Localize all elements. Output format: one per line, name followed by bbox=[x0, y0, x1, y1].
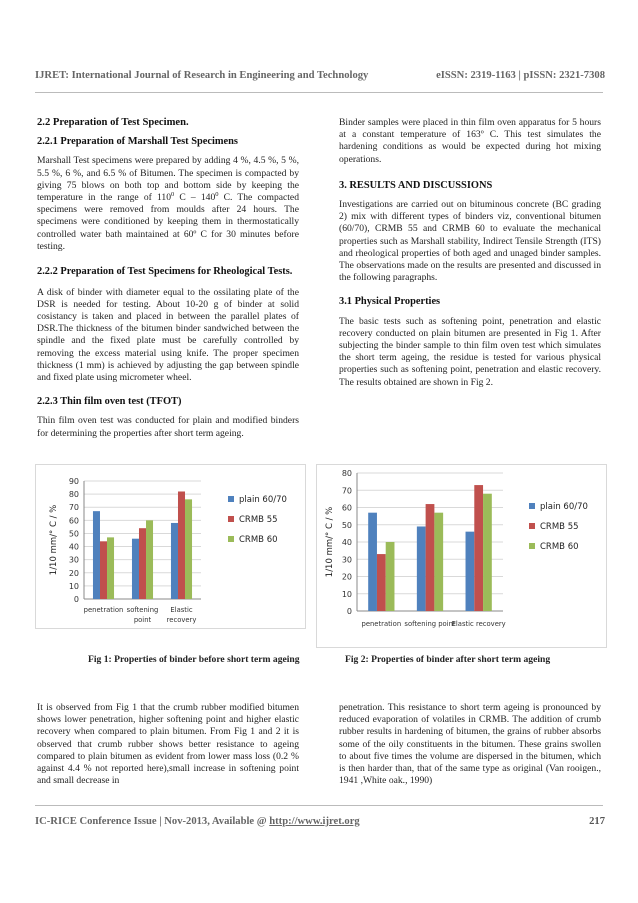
y-tick-label: 10 bbox=[341, 589, 352, 599]
x-category-label: softening bbox=[126, 606, 159, 614]
heading-2-2: 2.2 Preparation of Test Specimen. bbox=[37, 117, 189, 128]
figure-2-chart bbox=[316, 464, 607, 648]
y-axis-title: 1/10 mm/° C / % bbox=[49, 504, 59, 576]
heading-2-2-3: 2.2.3 Thin film oven test (TFOT) bbox=[37, 396, 182, 408]
bar-crmb-60 bbox=[107, 537, 114, 599]
x-category-label: softening point bbox=[404, 620, 456, 628]
x-category-label: penetration bbox=[361, 620, 402, 628]
figure-1-svg bbox=[36, 465, 305, 628]
y-tick-label: 80 bbox=[68, 490, 79, 500]
bar-crmb-55 bbox=[474, 485, 483, 611]
paragraph-2-2-3: Thin film oven test was conducted for plain and modified binders for determining the properties after short term ageing. bbox=[37, 415, 299, 439]
heading-3: 3. RESULTS AND DISCUSSIONS bbox=[339, 179, 493, 191]
x-category-label: Elastic bbox=[170, 606, 193, 614]
journal-title: IJRET: International Journal of Research in Engineering and Technology bbox=[35, 70, 369, 81]
bar-crmb-55 bbox=[426, 504, 435, 611]
y-tick-label: 0 bbox=[73, 595, 79, 604]
footer-divider bbox=[35, 805, 603, 806]
bottom-left-paragraph: It is observed from Fig 1 that the crumb rubber modified bitumen shows lower penetration, higher softening point and higher elastic recovery when compared to plain bitumen. From Fig 1 and 2 it is observed that crumb rubber shows better resistance to ageing compared to plain bitumen as evident from lower mass loss (0.2 % against 4.4 % not reported here),small increase in softening point and small decrease in bbox=[37, 702, 299, 787]
legend-swatch bbox=[529, 543, 535, 549]
y-tick-label: 50 bbox=[68, 529, 79, 539]
header-divider bbox=[35, 92, 603, 93]
legend-label: CRMB 55 bbox=[239, 515, 278, 525]
right-column bbox=[339, 117, 601, 396]
journal-link[interactable]: http://www.ijret.org bbox=[269, 816, 360, 827]
legend-label: CRMB 60 bbox=[239, 535, 278, 545]
paragraph-2-2-1: Marshall Test specimens were prepared by adding 4 %, 4.5 %, 5 %, 5.5 %, 6 %, and 6.5 % of Bitumen. The specimen is compacted by giving 75 blows on both top and bottom side by keeping the temperature in the range of $110^0$ C – $140^0$ C. The compacted specimens were removed from moulds after 24 hours. The specimens were conditioned by keeping them in thermostatically controlled water bath maintained at 60º C for 30 minutes before testing. bbox=[37, 155, 299, 252]
bar-crmb-55 bbox=[178, 491, 185, 599]
issn-text: eISSN: 2319-1163 | pISSN: 2321-7308 bbox=[436, 70, 605, 81]
y-tick-label: 60 bbox=[68, 516, 79, 526]
y-axis-title: 1/10 mm/° C / % bbox=[325, 506, 335, 578]
footer-text: IC-RICE Conference Issue | Nov-2013, Available @ bbox=[35, 816, 270, 827]
legend-label: CRMB 60 bbox=[540, 542, 579, 552]
y-tick-label: 40 bbox=[341, 538, 352, 547]
running-header bbox=[35, 70, 605, 81]
bar-plain-60-70 bbox=[417, 526, 426, 611]
legend-label: CRMB 55 bbox=[540, 522, 579, 532]
left-column bbox=[37, 117, 299, 447]
legend-swatch bbox=[228, 496, 234, 502]
bar-crmb-60 bbox=[146, 520, 153, 599]
heading-2-2-1: 2.2.1 Preparation of Marshall Test Specimens bbox=[37, 136, 238, 148]
y-tick-label: 80 bbox=[341, 469, 352, 478]
page-number: 217 bbox=[589, 816, 605, 827]
paragraph-3: Investigations are carried out on bituminous concrete (BC grading 2) mix with different types of binders viz, conventional bitumen (60/70), CRMB 55 and CRMB 60 to evaluate the mechanical properties such as Marshall stability, Indirect Tensile Strength (ITS) and rheological properties of both aged and unaged binder samples. The observations made on the results are presented and discussed in the following paragraphs. bbox=[339, 199, 601, 284]
bar-plain-60-70 bbox=[93, 511, 100, 599]
legend-swatch bbox=[228, 536, 234, 542]
bar-crmb-55 bbox=[377, 554, 386, 611]
x-category-label: penetration bbox=[83, 606, 124, 614]
y-tick-label: 70 bbox=[341, 486, 352, 496]
y-tick-label: 50 bbox=[341, 520, 352, 530]
legend-label: plain 60/70 bbox=[540, 502, 588, 512]
y-tick-label: 20 bbox=[68, 568, 79, 578]
running-footer bbox=[35, 816, 605, 827]
bar-plain-60-70 bbox=[132, 539, 139, 599]
y-tick-label: 30 bbox=[68, 555, 79, 565]
figure-2-svg bbox=[317, 465, 606, 647]
bar-crmb-60 bbox=[483, 494, 492, 611]
bar-crmb-60 bbox=[386, 542, 395, 611]
bar-plain-60-70 bbox=[171, 523, 178, 599]
bar-crmb-60 bbox=[434, 513, 443, 611]
paragraph-3-1: The basic tests such as softening point, penetration and elastic recovery conducted on plain bitumen are presented in Fig 1. After subjecting the binder sample to thin film oven test which simulates the short term ageing, the residue is tested for various physical properties such as softening point, penetration and elastic recovery. The results obtained are shown in Fig 2. bbox=[339, 315, 601, 388]
y-tick-label: 90 bbox=[68, 477, 79, 486]
figure-2-caption: Fig 2: Properties of binder after short term ageing bbox=[345, 654, 551, 665]
legend-swatch bbox=[529, 503, 535, 509]
y-tick-label: 10 bbox=[68, 581, 79, 591]
bar-crmb-55 bbox=[139, 528, 146, 599]
heading-3-1: 3.1 Physical Properties bbox=[339, 296, 441, 308]
x-category-label: point bbox=[133, 616, 152, 624]
bar-plain-60-70 bbox=[466, 532, 475, 611]
bar-crmb-55 bbox=[100, 541, 107, 599]
x-category-label: Elastic recovery bbox=[451, 620, 506, 628]
y-tick-label: 0 bbox=[346, 607, 352, 616]
figure-1-chart bbox=[35, 464, 306, 629]
heading-2-2-2: 2.2.2 Preparation of Test Specimens for Rheological Tests. bbox=[37, 266, 293, 278]
legend-label: plain 60/70 bbox=[239, 495, 287, 505]
y-tick-label: 20 bbox=[341, 572, 352, 582]
paragraph-binder-samples: Binder samples were placed in thin film oven apparatus for 5 hours at a constant temperature of 163º C. This test simulates the hardening conditions as would be expected during hot mixing operations. bbox=[339, 117, 601, 165]
paragraph-2-2-2: A disk of binder with diameter equal to the ossilating plate of the DSR is needed for testing. About 10-20 g of binder at solid cosistancy is taken and placed in between the parallel plates of DSR.The thickness of the bitumen binder sandwiched between the spindle and the fixed plate must be carefully controlled by removing the excess material using knife. The proper specimen thickness (1 mm) is achieved by adjusting the gap between spindle and fixed plate using micrometer wheel. bbox=[37, 286, 299, 383]
y-tick-label: 40 bbox=[68, 542, 79, 552]
bar-crmb-60 bbox=[185, 499, 192, 599]
y-tick-label: 60 bbox=[341, 503, 352, 513]
y-tick-label: 70 bbox=[68, 503, 79, 513]
legend-swatch bbox=[228, 516, 234, 522]
legend-swatch bbox=[529, 523, 535, 529]
bar-plain-60-70 bbox=[368, 513, 377, 611]
x-category-label: recovery bbox=[166, 616, 197, 624]
bottom-right-paragraph: penetration. This resistance to short term ageing is pronounced by reduced evaporation of volatiles in CRMB. The addition of crumb rubber results in hardening of bitumen, the grains of rubber absorbs some of the oily constituents in the bitumen. These grains swollen to about five times the volume are dispersed in the bitumen, which is then harder than, that of the same type as original (Van rooigen., 1941 ,White oak., 1990) bbox=[339, 702, 601, 787]
figure-1-caption: Fig 1: Properties of binder before short term ageing bbox=[88, 654, 300, 665]
y-tick-label: 30 bbox=[341, 555, 352, 565]
